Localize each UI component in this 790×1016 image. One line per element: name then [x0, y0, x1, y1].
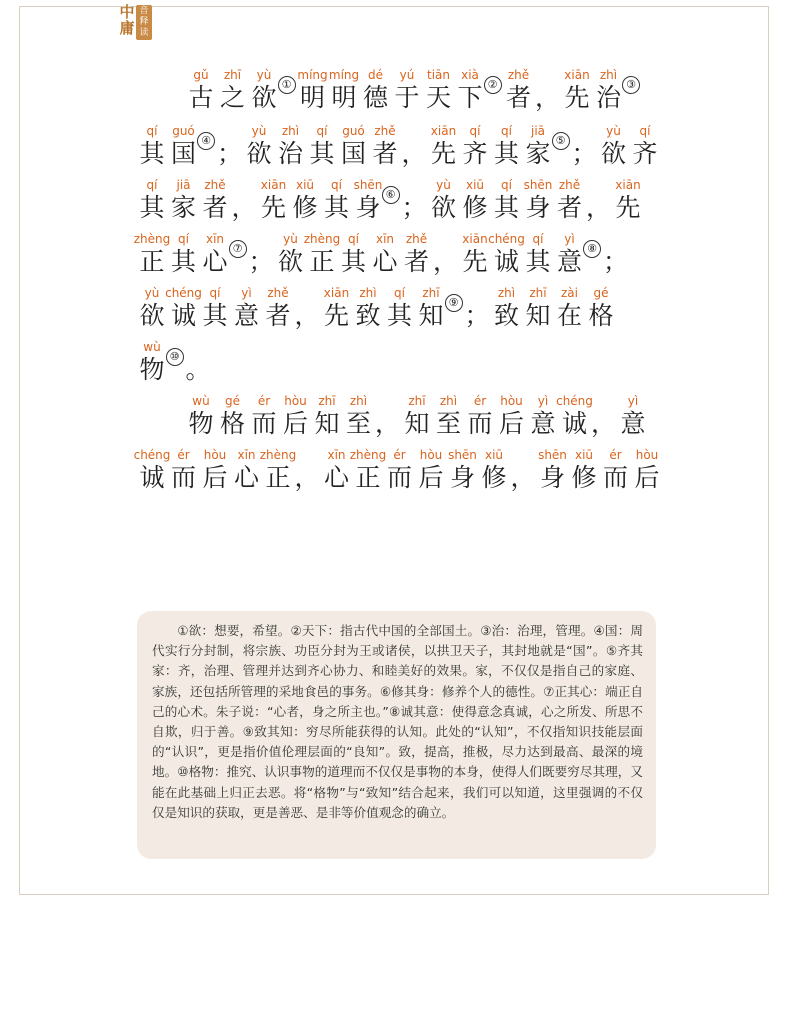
punctuation: ； [401, 193, 427, 222]
footnote-number: ⑨ [445, 294, 463, 312]
pinyin: xiān [323, 286, 350, 300]
footnote-marker [228, 238, 248, 258]
footnote-number: ⑤ [552, 132, 570, 150]
pinyin: zhě [405, 232, 428, 246]
hanzi: 齐 [462, 139, 488, 168]
hanzi: 意 [556, 247, 582, 276]
hanzi: 其 [493, 139, 519, 168]
hanzi: 诚 [139, 463, 165, 492]
hanzi: 心 [323, 463, 349, 492]
punctuation: ； [464, 301, 490, 330]
hanzi: 先 [564, 83, 590, 112]
hanzi: 者 [556, 193, 582, 222]
pinyin: xià [461, 68, 479, 82]
pinyin: hòu [635, 448, 659, 462]
pinyin: qí [348, 232, 359, 246]
hanzi: 而 [467, 409, 493, 438]
hanzi: 正 [355, 463, 381, 492]
hanzi: 明 [299, 83, 325, 112]
hanzi: 于 [394, 83, 420, 112]
hanzi: 其 [202, 301, 228, 330]
hanzi: 知 [525, 301, 551, 330]
footnote-number: ④ [197, 132, 215, 150]
hanzi: 知 [314, 409, 340, 438]
hanzi: 先 [323, 301, 349, 330]
hanzi: 后 [202, 463, 228, 492]
pinyin: yù [606, 124, 621, 138]
pinyin: zhèng [349, 448, 387, 462]
pinyin: ér [393, 448, 406, 462]
hanzi: 天 [425, 83, 451, 112]
hanzi: 心 [233, 463, 259, 492]
hanzi: 身 [449, 463, 475, 492]
hanzi: 意 [530, 409, 556, 438]
footnote-marker [582, 238, 602, 258]
pinyin: chéng [556, 394, 593, 408]
hanzi: 知 [418, 301, 444, 330]
pinyin: tiān [427, 68, 450, 82]
pinyin: qí [532, 232, 544, 246]
hanzi: 先 [615, 193, 641, 222]
hanzi: 意 [233, 301, 259, 330]
pinyin: qí [316, 124, 328, 138]
hanzi: 身 [525, 193, 551, 222]
footnote-marker [551, 130, 571, 150]
pinyin: zhě [507, 68, 530, 82]
pinyin: chéng [133, 448, 171, 462]
pinyin: zhèng [259, 448, 297, 462]
pinyin: gé [593, 286, 609, 300]
pinyin: zhī [318, 394, 336, 408]
hanzi: 格 [588, 301, 614, 330]
hanzi: 心 [202, 247, 228, 276]
hanzi: 者 [202, 193, 228, 222]
pinyin: zhèng [303, 232, 341, 246]
pinyin: zhì [599, 68, 618, 82]
pinyin: zhī [529, 286, 547, 300]
hanzi: 物 [139, 355, 165, 384]
pinyin: yì [564, 232, 575, 246]
pinyin: zài [561, 286, 578, 300]
hanzi: 者 [505, 83, 531, 112]
pinyin: zhì [349, 394, 368, 408]
pinyin: hòu [500, 394, 523, 408]
pinyin: yù [256, 68, 272, 82]
punctuation: ， [591, 409, 617, 438]
hanzi: 其 [139, 139, 165, 168]
pinyin: xiān [564, 68, 590, 82]
hanzi: 先 [430, 139, 456, 168]
hanzi: 欲 [139, 301, 165, 330]
hanzi: 治 [277, 139, 303, 168]
hanzi: 格 [219, 409, 245, 438]
hanzi: 其 [525, 247, 551, 276]
pinyin: gǔ [193, 68, 209, 82]
hanzi: 其 [323, 193, 349, 222]
pinyin: guó [172, 124, 195, 138]
hanzi: 在 [556, 301, 582, 330]
footnote-number: ② [484, 76, 502, 94]
pinyin: zhě [267, 286, 289, 300]
hanzi: 其 [139, 193, 165, 222]
pinyin: wù [192, 394, 210, 408]
pinyin: zhì [497, 286, 516, 300]
hanzi: 知 [404, 409, 430, 438]
pinyin: xīn [375, 232, 395, 246]
pinyin: xiū [465, 178, 485, 192]
pinyin: xiū [574, 448, 594, 462]
pinyin: zhī [223, 68, 242, 82]
hanzi: 家 [170, 193, 196, 222]
hanzi: 者 [372, 139, 398, 168]
logo-sub-text: 音释读 [136, 5, 152, 40]
footnote-marker [381, 184, 401, 204]
punctuation: ； [603, 247, 629, 276]
pinyin: qí [501, 124, 512, 138]
pinyin: yì [537, 394, 549, 408]
footnote-number: ⑧ [583, 240, 601, 258]
hanzi: 齐 [632, 139, 658, 168]
pinyin: qí [639, 124, 651, 138]
hanzi: 欲 [430, 193, 456, 222]
footnote-number: ⑩ [166, 348, 184, 366]
pinyin: zhì [281, 124, 300, 138]
pinyin: hòu [284, 394, 307, 408]
punctuation: 。 [185, 355, 211, 384]
hanzi: 修 [462, 193, 488, 222]
pinyin: zhě [374, 124, 396, 138]
hanzi: 者 [403, 247, 429, 276]
pinyin: ér [177, 448, 190, 462]
pinyin: xīn [237, 448, 256, 462]
annotations-box [137, 611, 656, 859]
hanzi: 德 [362, 83, 388, 112]
pinyin: qí [469, 124, 481, 138]
hanzi: 诚 [493, 247, 519, 276]
punctuation: ， [586, 193, 612, 222]
punctuation: ， [294, 463, 320, 492]
hanzi: 诚 [561, 409, 587, 438]
hanzi: 欲 [600, 139, 626, 168]
pinyin: chéng [165, 286, 202, 300]
hanzi: 欲 [277, 247, 303, 276]
hanzi: 后 [634, 463, 660, 492]
punctuation: ， [294, 301, 320, 330]
pinyin: qí [209, 286, 221, 300]
footnote-number: ⑦ [229, 240, 247, 258]
pinyin: qí [501, 178, 512, 192]
logo-main-text: 中庸 [119, 3, 135, 37]
hanzi: 其 [309, 139, 335, 168]
hanzi: 下 [457, 83, 483, 112]
hanzi: 正 [265, 463, 291, 492]
hanzi: 而 [386, 463, 412, 492]
footnote-number: ① [278, 76, 296, 94]
pinyin: zhèng [133, 232, 171, 246]
pinyin: ér [473, 394, 487, 408]
pinyin: qí [394, 286, 405, 300]
pinyin: chéng [488, 232, 525, 246]
pinyin: hòu [419, 448, 443, 462]
pinyin: zhī [422, 286, 440, 300]
hanzi: 后 [498, 409, 524, 438]
hanzi: 物 [188, 409, 214, 438]
hanzi: 意 [620, 409, 646, 438]
pinyin: xiān [462, 232, 488, 246]
punctuation: ； [571, 139, 597, 168]
pinyin: ér [609, 448, 622, 462]
punctuation: ； [217, 139, 243, 168]
hanzi: 后 [418, 463, 444, 492]
hanzi: 而 [170, 463, 196, 492]
pinyin: xiū [295, 178, 315, 192]
punctuation: ， [433, 247, 459, 276]
book-logo [117, 2, 155, 44]
hanzi: 后 [282, 409, 308, 438]
pinyin: xiū [484, 448, 504, 462]
pinyin: dé [368, 68, 383, 82]
hanzi: 国 [170, 139, 196, 168]
hanzi: 而 [602, 463, 628, 492]
pinyin: yú [399, 68, 415, 82]
pinyin: wù [143, 340, 161, 354]
hanzi: 欲 [251, 83, 277, 112]
annotations-text: ①欲：想要，希望。②天下：指古代中国的全部国土。③治：治理，管理。④国：周代实行分封制，将宗族、功臣分封为王或诸侯，以拱卫天子，其封地就是“国”。⑤齐其家：齐，治理、管理并达到齐心协力、和睦美好的效果。家，不仅仅是指自己的家庭、家族，还包括所管理的采地食邑的事务。⑥修其身：修养个人的德性。⑦正其心：端正自己的心术。朱子说：“心者，身之所主也。”⑧诚其意：使得意念真诚，心之所发、所思不自欺，归于善。⑨致其知：穷尽所能获得的认知。此处的“认知”，不仅指知识技能层面的“认识”，更是指价值伦理层面的“良知”。致，提高，推极，尽力达到最高、最深的境地。⑩格物：推究、认识事物的道理而不仅仅是事物的本身，使得人们既要穷尽其理，又能在此基础上归正去恶。将“格物”与“致知”结合起来，我们可以知道，这里强调的不仅仅是知识的获取，更是善恶、是非等价值观念的确立。 [152, 623, 643, 820]
hanzi: 至 [435, 409, 461, 438]
hanzi: 身 [355, 193, 381, 222]
hanzi: 修 [571, 463, 597, 492]
hanzi: 修 [292, 193, 318, 222]
pinyin: zhī [408, 394, 426, 408]
footnote-number: ⑥ [382, 186, 400, 204]
pinyin: zhě [558, 178, 581, 192]
pinyin: yù [144, 286, 160, 300]
pinyin: qí [178, 232, 189, 246]
hanzi: 古 [188, 83, 214, 112]
pinyin: qí [331, 178, 342, 192]
pinyin: zhì [439, 394, 458, 408]
pinyin: gé [225, 394, 240, 408]
pinyin: xīn [205, 232, 225, 246]
pinyin: qí [146, 178, 158, 192]
hanzi: 其 [340, 247, 366, 276]
pinyin: shēn [523, 178, 553, 192]
punctuation: ， [401, 139, 427, 168]
hanzi: 致 [493, 301, 519, 330]
footnote-marker [621, 74, 641, 94]
hanzi: 欲 [246, 139, 272, 168]
pinyin: yù [283, 232, 298, 246]
pinyin: shēn [538, 448, 567, 462]
footnote-marker [165, 346, 185, 366]
pinyin: xiān [260, 178, 287, 192]
punctuation: ， [535, 83, 561, 112]
pinyin: xiān [430, 124, 457, 138]
pinyin: shēn [353, 178, 383, 192]
pinyin: guó [342, 124, 365, 138]
punctuation: ， [375, 409, 401, 438]
footnote-marker [196, 130, 216, 150]
pinyin: ér [257, 394, 271, 408]
pinyin: qí [146, 124, 158, 138]
pinyin: yù [436, 178, 451, 192]
pinyin: yù [251, 124, 267, 138]
punctuation: ； [248, 247, 274, 276]
hanzi: 先 [260, 193, 286, 222]
hanzi: 修 [481, 463, 507, 492]
punctuation: ， [510, 463, 536, 492]
hanzi: 之 [219, 83, 245, 112]
hanzi: 致 [355, 301, 381, 330]
pinyin: jiā [530, 124, 546, 138]
hanzi: 心 [372, 247, 398, 276]
pinyin: míng [297, 68, 328, 82]
pinyin: hòu [203, 448, 227, 462]
hanzi: 者 [265, 301, 291, 330]
hanzi: 正 [139, 247, 165, 276]
hanzi: 治 [595, 83, 621, 112]
pinyin: míng [328, 68, 360, 82]
pinyin: zhì [359, 286, 377, 300]
pinyin: xīn [327, 448, 346, 462]
hanzi: 家 [525, 139, 551, 168]
hanzi: 而 [251, 409, 277, 438]
punctuation: ， [231, 193, 257, 222]
pinyin: xiān [615, 178, 641, 192]
footnote-marker [444, 292, 464, 312]
hanzi: 其 [386, 301, 412, 330]
pinyin: jiā [176, 178, 191, 192]
hanzi: 国 [340, 139, 366, 168]
hanzi: 其 [493, 193, 519, 222]
hanzi: 诚 [170, 301, 196, 330]
hanzi: 至 [345, 409, 371, 438]
hanzi: 明 [331, 83, 357, 112]
pinyin: yì [241, 286, 252, 300]
footnote-number: ③ [622, 76, 640, 94]
pinyin: zhě [204, 178, 226, 192]
hanzi: 正 [309, 247, 335, 276]
hanzi: 先 [462, 247, 488, 276]
hanzi: 其 [170, 247, 196, 276]
pinyin: shēn [448, 448, 477, 462]
pinyin: yì [627, 394, 639, 408]
hanzi: 身 [539, 463, 565, 492]
